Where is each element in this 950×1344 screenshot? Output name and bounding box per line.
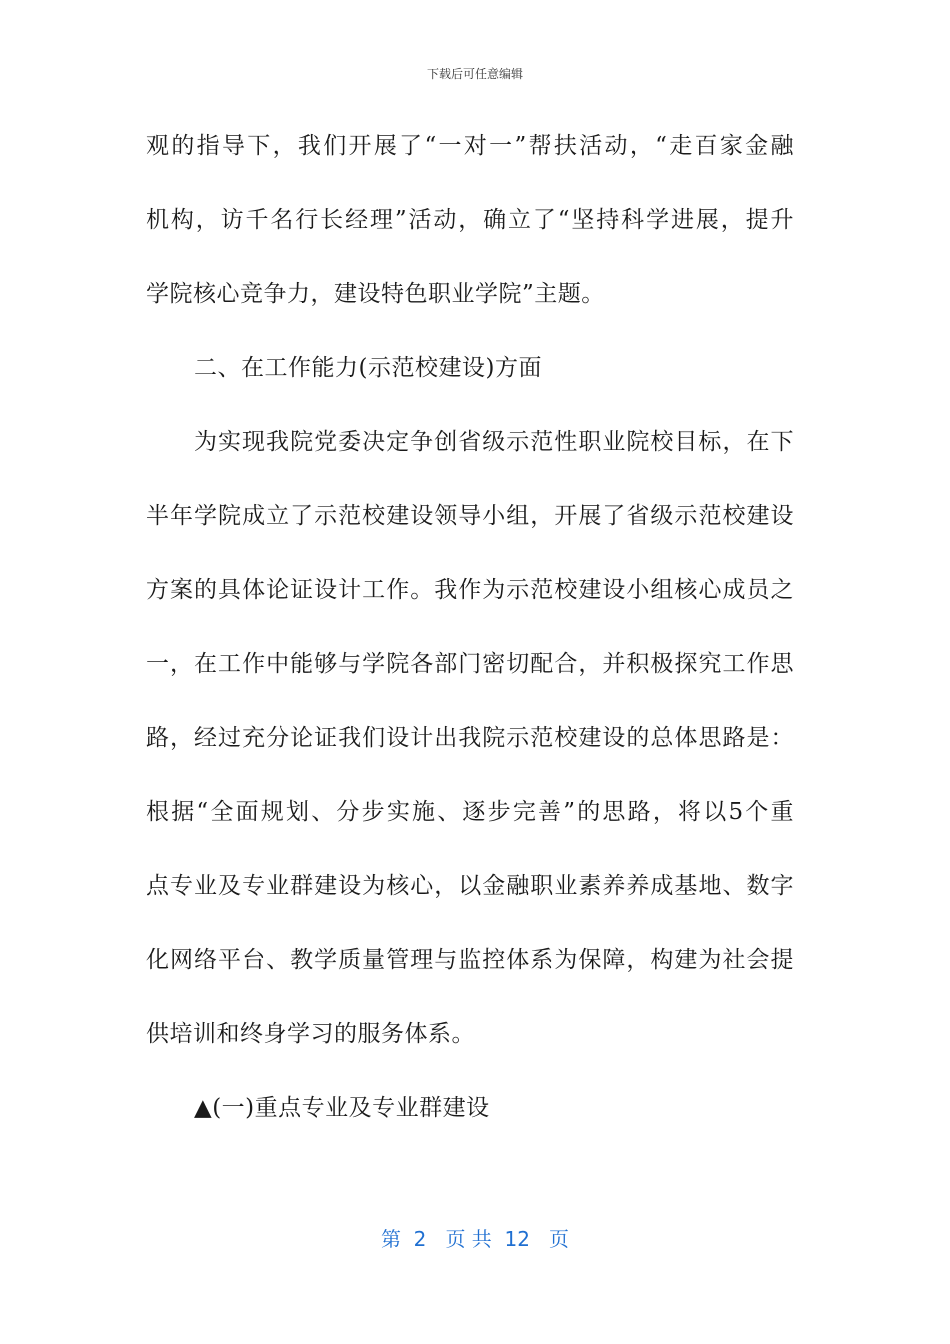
paragraph-line: 为实现我院党委决定争创省级示范性职业院校目标，在下 — [194, 429, 794, 455]
subsection-heading: ▲(一)重点专业及专业群建设 — [194, 1095, 490, 1121]
page-header: 下载后可任意编辑 — [426, 67, 523, 81]
paragraph-line: 一，在工作中能够与学院各部门密切配合，并积极探究工作思 — [146, 651, 794, 677]
paragraph-line: 化网络平台、教学质量管理与监控体系为保障，构建为社会提 — [146, 947, 794, 973]
paragraph-line: 机构，访千名行长经理”活动，确立了“坚持科学进展，提升 — [146, 207, 794, 233]
section-heading: 二、在工作能力(示范校建设)方面 — [194, 355, 542, 381]
paragraph-line: 供培训和终身学习的服务体系。 — [146, 1021, 475, 1047]
paragraph-line: 根据“全面规划、分步实施、逐步完善”的思路，将以5个重 — [146, 799, 794, 825]
paragraph-line: 点专业及专业群建设为核心，以金融职业素养养成基地、数字 — [146, 873, 794, 899]
paragraph-line: 半年学院成立了示范校建设领导小组，开展了省级示范校建设 — [146, 503, 794, 529]
paragraph-line: 观的指导下，我们开展了“一对一”帮扶活动，“走百家金融 — [146, 133, 794, 159]
paragraph-line: 方案的具体论证设计工作。我作为示范校建设小组核心成员之 — [146, 577, 794, 603]
paragraph-line: 学院核心竞争力，建设特色职业学院”主题。 — [146, 281, 605, 307]
paragraph-line: 路，经过充分论证我们设计出我院示范校建设的总体思路是： — [146, 725, 794, 751]
page-footer: 第 2 页 共 12 页 — [380, 1227, 570, 1251]
